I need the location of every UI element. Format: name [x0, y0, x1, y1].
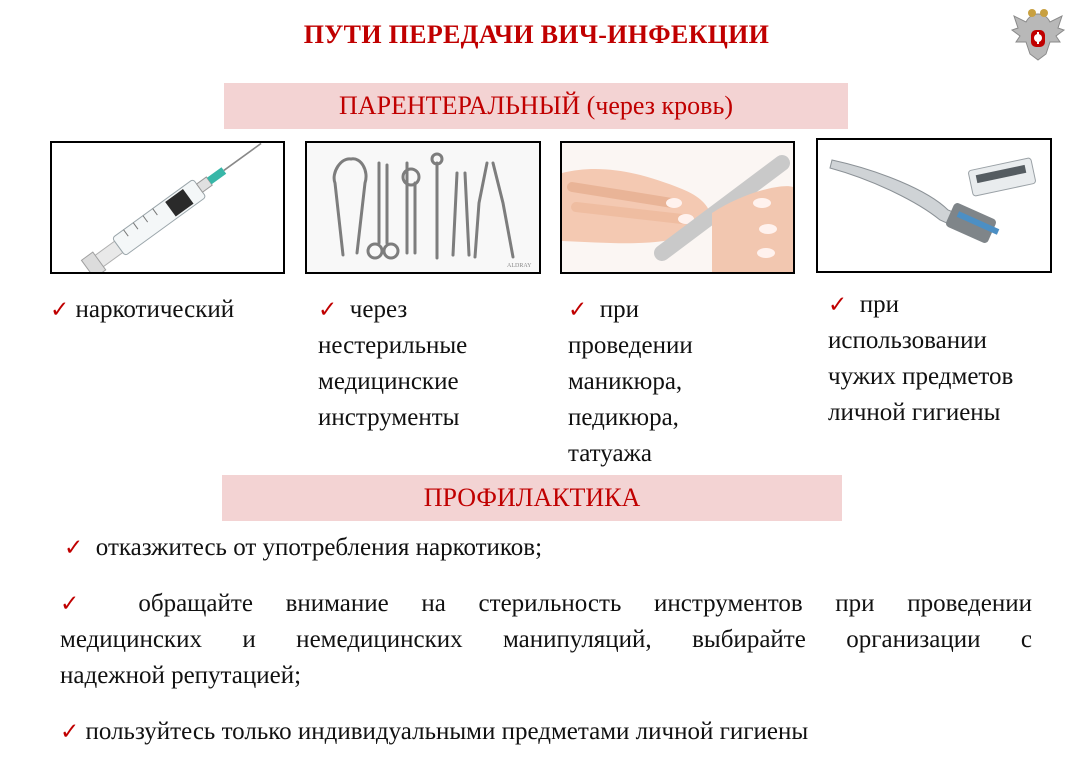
caption-instruments	[318, 292, 538, 436]
caption-text: при	[599, 296, 640, 323]
check-icon: ✓	[64, 535, 84, 560]
prevention-text: обращайте внимание на стерильность инструментов при проведении	[138, 590, 1032, 617]
caption-text: татуажа	[568, 440, 652, 467]
check-icon: ✓	[50, 297, 70, 322]
manicure-nail-file-icon	[562, 143, 793, 272]
slide-title: ПУТИ ПЕРЕДАЧИ ВИЧ-ИНФЕКЦИИ	[303, 20, 770, 49]
caption-text: инструменты	[318, 404, 460, 431]
surgical-instruments-icon	[307, 143, 539, 272]
caption-text: наркотический	[75, 296, 235, 323]
razor-icon	[818, 140, 1050, 271]
caption-text: проведении	[568, 332, 693, 359]
prevention-item	[60, 586, 1032, 694]
check-icon: ✓	[60, 719, 80, 744]
caption-hygiene	[828, 287, 1068, 431]
prevention-text: отказжитесь от употребления наркотиков;	[95, 534, 543, 561]
razor-image	[816, 138, 1052, 273]
check-icon: ✓	[828, 292, 848, 317]
check-icon: ✓	[318, 297, 338, 322]
caption-manicure	[568, 292, 788, 472]
prevention-item	[64, 530, 1024, 566]
caption-text: через	[349, 296, 408, 323]
prevention-heading: ПРОФИЛАКТИКА	[222, 475, 842, 521]
double-headed-eagle-emblem-icon	[1006, 4, 1070, 68]
prevention-item	[60, 714, 1020, 750]
caption-text: использовании	[828, 327, 987, 354]
syringe-image	[50, 141, 285, 274]
caption-text: маникюра,	[568, 368, 683, 395]
svg-text:ALDRAY: ALDRAY	[507, 263, 532, 269]
parenteral-heading: ПАРЕНТЕРАЛЬНЫЙ (через кровь)	[224, 83, 848, 129]
caption-text: нестерильные	[318, 332, 468, 359]
caption-text: педикюра,	[568, 404, 679, 431]
caption-text: чужих предметов	[828, 363, 1014, 390]
syringe-icon	[52, 143, 283, 272]
caption-text: при	[859, 291, 900, 318]
prevention-text: надежной репутацией;	[60, 662, 302, 689]
prevention-text: пользуйтесь только индивидуальными предметами личной гигиены	[85, 718, 809, 745]
caption-drug	[50, 292, 300, 328]
caption-text: медицинские	[318, 368, 459, 395]
check-icon: ✓	[60, 591, 106, 616]
prevention-text: медицинских и немедицинских манипуляций, выбирайте организации с	[60, 626, 1032, 653]
manicure-image	[560, 141, 795, 274]
check-icon: ✓	[568, 297, 588, 322]
surgical-instruments-image	[305, 141, 541, 274]
caption-text: личной гигиены	[828, 399, 1001, 426]
